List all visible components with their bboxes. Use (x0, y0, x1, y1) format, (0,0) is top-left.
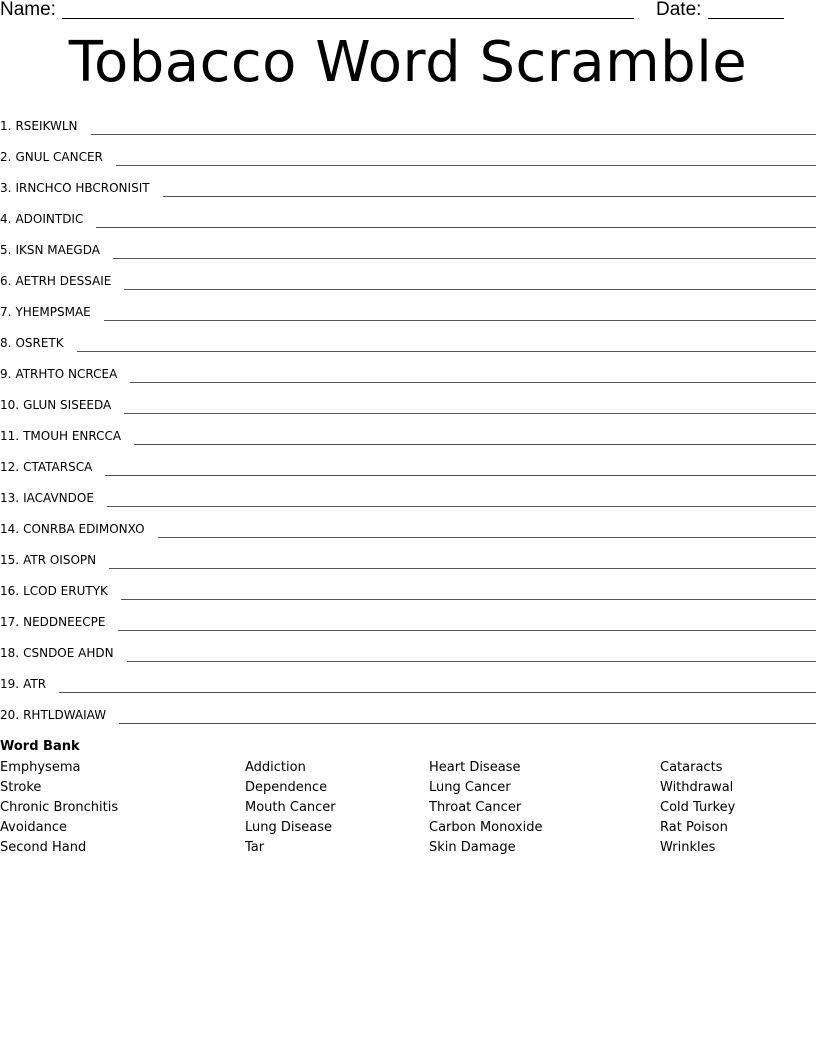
scrambled-word: ADOINTDIC (15, 211, 84, 226)
scrambled-word: ATRHTO NCRCEA (15, 366, 118, 381)
question-number: 7. (0, 304, 12, 319)
scramble-question (0, 575, 816, 606)
question-number: 19. (0, 676, 20, 691)
scramble-question (0, 172, 816, 203)
word-bank-item: Carbon Monoxide (429, 820, 543, 835)
date-label: Date: (656, 0, 702, 20)
word-bank-item: Lung Cancer (429, 780, 511, 795)
scrambled-word: TMOUH ENRCCA (23, 428, 122, 443)
scrambled-word: IRNCHCO HBCRONISIT (15, 180, 150, 195)
answer-line[interactable] (91, 122, 816, 135)
word-bank-item: Withdrawal (660, 780, 734, 795)
scrambled-word: ATR OISOPN (23, 552, 97, 567)
answer-line[interactable] (134, 432, 816, 445)
scramble-question-list (0, 110, 816, 730)
worksheet-header (0, 0, 816, 24)
question-number: 9. (0, 366, 12, 381)
answer-line[interactable] (96, 215, 816, 228)
name-field-line[interactable] (62, 18, 634, 19)
word-bank-item: Dependence (245, 780, 328, 795)
question-number: 2. (0, 149, 12, 164)
word-bank-item: Cold Turkey (660, 800, 736, 815)
scrambled-word: CONRBA EDIMONXO (23, 521, 145, 536)
question-number: 1. (0, 118, 12, 133)
question-number: 4. (0, 211, 12, 226)
scramble-question (0, 296, 816, 327)
answer-line[interactable] (163, 184, 816, 197)
word-bank (0, 760, 816, 860)
question-number: 6. (0, 273, 12, 288)
question-number: 11. (0, 428, 20, 443)
scrambled-word: IKSN MAEGDA (15, 242, 100, 257)
word-bank-column (0, 760, 118, 860)
word-bank-item: Emphysema (0, 760, 81, 775)
scrambled-word: CTATARSCA (23, 459, 93, 474)
answer-line[interactable] (130, 370, 816, 383)
answer-line[interactable] (119, 711, 816, 724)
answer-line[interactable] (118, 618, 816, 631)
question-number: 14. (0, 521, 20, 536)
scramble-question (0, 544, 816, 575)
scrambled-word: AETRH DESSAIE (15, 273, 112, 288)
word-bank-item: Rat Poison (660, 820, 728, 835)
scrambled-word: RSEIKWLN (15, 118, 78, 133)
word-bank-item: Cataracts (660, 760, 723, 775)
scrambled-word: OSRETK (15, 335, 64, 350)
scrambled-word: YHEMPSMAE (15, 304, 91, 319)
scramble-question (0, 265, 816, 296)
question-number: 13. (0, 490, 20, 505)
scramble-question (0, 668, 816, 699)
answer-line[interactable] (121, 587, 816, 600)
word-bank-title: Word Bank (0, 739, 80, 754)
answer-line[interactable] (116, 153, 816, 166)
scrambled-word: GLUN SISEEDA (23, 397, 112, 412)
word-bank-item: Lung Disease (245, 820, 333, 835)
question-number: 3. (0, 180, 12, 195)
word-bank-item: Wrinkles (660, 840, 716, 855)
word-bank-item: Skin Damage (429, 840, 516, 855)
scrambled-word: NEDDNEECPE (23, 614, 106, 629)
scramble-question (0, 513, 816, 544)
scrambled-word: RHTLDWAIAW (23, 707, 107, 722)
answer-line[interactable] (77, 339, 816, 352)
answer-line[interactable] (109, 556, 816, 569)
scramble-question (0, 234, 816, 265)
scrambled-word: LCOD ERUTYK (23, 583, 108, 598)
answer-line[interactable] (127, 649, 816, 662)
answer-line[interactable] (124, 401, 816, 414)
question-number: 12. (0, 459, 20, 474)
scramble-question (0, 203, 816, 234)
word-bank-item: Stroke (0, 780, 42, 795)
scramble-question (0, 141, 816, 172)
answer-line[interactable] (113, 246, 816, 259)
answer-line[interactable] (107, 494, 816, 507)
scrambled-word: ATR (23, 676, 47, 691)
scrambled-word: GNUL CANCER (15, 149, 103, 164)
word-bank-item: Mouth Cancer (245, 800, 336, 815)
word-bank-column (429, 760, 542, 860)
word-bank-item: Heart Disease (429, 760, 521, 775)
scramble-question (0, 358, 816, 389)
question-number: 16. (0, 583, 20, 598)
answer-line[interactable] (158, 525, 816, 538)
scrambled-word: CSNDOE AHDN (23, 645, 114, 660)
scrambled-word: IACAVNDOE (23, 490, 94, 505)
question-number: 17. (0, 614, 20, 629)
question-number: 5. (0, 242, 12, 257)
word-bank-item: Throat Cancer (429, 800, 522, 815)
question-number: 8. (0, 335, 12, 350)
question-number: 18. (0, 645, 20, 660)
word-bank-column (660, 760, 735, 860)
word-bank-item: Avoidance (0, 820, 67, 835)
answer-line[interactable] (104, 308, 816, 321)
answer-line[interactable] (124, 277, 816, 290)
scramble-question (0, 606, 816, 637)
word-bank-item: Chronic Bronchitis (0, 800, 119, 815)
scramble-question (0, 420, 816, 451)
name-label: Name: (0, 0, 56, 20)
page-title: Tobacco Word Scramble (68, 30, 748, 95)
date-field-line[interactable] (708, 18, 784, 19)
question-number: 20. (0, 707, 20, 722)
word-bank-item: Second Hand (0, 840, 87, 855)
answer-line[interactable] (59, 680, 816, 693)
answer-line[interactable] (105, 463, 816, 476)
scramble-question (0, 110, 816, 141)
question-number: 15. (0, 552, 20, 567)
scramble-question (0, 389, 816, 420)
word-bank-item: Tar (245, 840, 265, 855)
scramble-question (0, 482, 816, 513)
scramble-question (0, 637, 816, 668)
word-bank-item: Addiction (245, 760, 306, 775)
scramble-question (0, 327, 816, 358)
question-number: 10. (0, 397, 20, 412)
scramble-question (0, 451, 816, 482)
word-bank-column (245, 760, 336, 860)
scramble-question (0, 699, 816, 730)
